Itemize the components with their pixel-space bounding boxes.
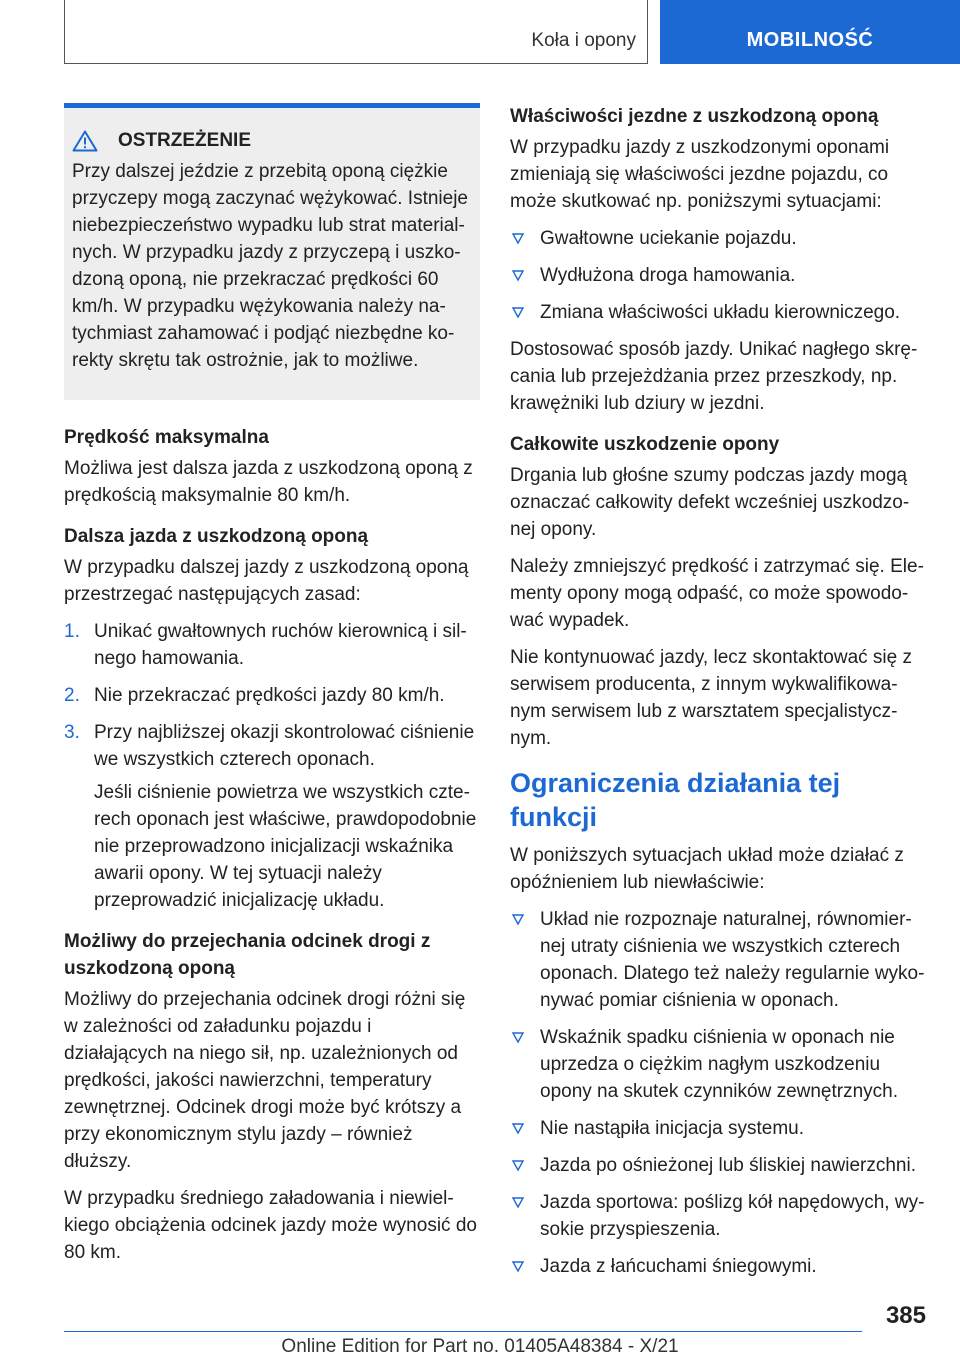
section-continue-driving <box>64 523 480 914</box>
section-text: W poniższych sytuacjach układ może działać z opóźnieniem lub niewłaściwie: <box>510 845 904 893</box>
list-item-text: Jazda sportowa: poślizg kół napędowych, wysokie przyspieszenia. <box>540 1192 925 1240</box>
list-number: 1. <box>64 621 80 642</box>
bullet-triangle-icon <box>512 1261 524 1273</box>
list-item <box>510 1115 926 1142</box>
section-title: Prędkość maksymalna <box>64 427 269 448</box>
warning-triangle-icon <box>72 130 98 152</box>
section-text: W przypadku dalszej jazdy z uszkodzoną oponą przestrzegać następujących zasad: <box>64 557 469 605</box>
right-column <box>510 103 926 1290</box>
section-text: Należy zmniejszyć prędkość i zatrzymać się. Elementy opony mogą odpaść, co może spowodować wypadek. <box>510 556 924 631</box>
list-item-text: Wskaźnik spadku ciśnienia w oponach nie uprzedza o ciężkim nagłym uszkodzeniu opony na skutek czynników zewnętrznych. <box>540 1027 899 1102</box>
section-tire-failure <box>510 431 926 752</box>
bullet-triangle-icon <box>512 1197 524 1209</box>
list-item <box>64 682 480 709</box>
list-item-text: Jazda po ośnieżonej lub śliskiej nawierzchni. <box>540 1155 916 1176</box>
list-item <box>64 618 480 672</box>
bullet-triangle-icon <box>512 270 524 282</box>
bullet-triangle-icon <box>512 1123 524 1135</box>
section-text: Możliwy do przejechania odcinek drogi różni się w zależności od załadunku pojazdu i działających na niego sił, np. uzależnionych od prędkości, jakości nawierzchni, temperatury zewnętrznej. Odcinek drogi może być krótszy a przy ekonomicznym stylu jazdy – również dłuższy. <box>64 989 466 1172</box>
bullet-triangle-icon <box>512 914 524 926</box>
list-item <box>510 1189 926 1243</box>
bullet-list <box>510 225 926 326</box>
warning-title: OSTRZEŻENIE <box>118 130 252 151</box>
section-handling <box>510 103 926 417</box>
section-text: W przypadku jazdy z uszkodzonymi oponami zmieniają się właściwości jezdne pojazdu, co może skutkować np. poniższymi sytuacjami: <box>510 137 890 212</box>
bullet-triangle-icon <box>512 1032 524 1044</box>
list-item-text: Nie nastąpiła inicjacja systemu. <box>540 1118 805 1139</box>
section-distance <box>64 928 480 1266</box>
list-item-text: Zmiana właściwości układu kierowniczego. <box>540 302 901 323</box>
section-title: Całkowite uszkodzenie opony <box>510 434 780 455</box>
numbered-list <box>64 618 480 914</box>
list-number: 3. <box>64 722 80 743</box>
list-item-text: Jazda z łańcuchami śniegowymi. <box>540 1256 817 1277</box>
bullet-triangle-icon <box>512 307 524 319</box>
list-number: 2. <box>64 685 80 706</box>
section-text: Dostosować sposób jazdy. Unikać nagłego skręcania lub przejeżdżania przez przeszkody, np. krawężniki lub dziury w jezdni. <box>510 339 918 414</box>
section-limits <box>510 766 926 1280</box>
bullet-triangle-icon <box>512 233 524 245</box>
section-text: Możliwa jest dalsza jazda z uszkodzoną oponą z prędkością maksymalnie 80 km/h. <box>64 458 473 506</box>
footer-edition: Online Edition for Part no. 01405A48384 - X/21 <box>281 1336 679 1357</box>
section-title: Właściwości jezdne z uszkodzoną oponą <box>510 106 879 127</box>
header-chapter-tab[interactable]: MOBILNOŚĆ <box>660 0 960 64</box>
bullet-triangle-icon <box>512 1160 524 1172</box>
list-item-text: Gwałtowne uciekanie pojazdu. <box>540 228 797 249</box>
warning-box <box>64 103 480 400</box>
list-item <box>510 1253 926 1280</box>
list-item-text: Układ nie rozpoznaje naturalnej, równomiernej utraty ciśnienia we wszystkich czterech oponach. Dlatego też należy regularnie wykonywać pomiar ciśnienia w oponach. <box>540 909 925 1011</box>
section-title: Dalsza jazda z uszkodzoną oponą <box>64 526 369 547</box>
section-text: W przypadku średniego załadowania i niewielkiego obciążenia odcinek jazdy może wynosić do 80 km. <box>64 1188 477 1263</box>
left-column <box>64 103 480 1280</box>
list-item-text: Wydłużona droga hamowania. <box>540 265 796 286</box>
section-max-speed <box>64 424 480 509</box>
list-item <box>510 906 926 1014</box>
list-item <box>510 1024 926 1105</box>
list-item-text: Przy najbliższej okazji skontrolować ciśnienie we wszystkich czterech oponach. <box>94 722 475 770</box>
list-item <box>510 225 926 252</box>
list-item <box>510 299 926 326</box>
section-title: Możliwy do przejechania odcinek drogi z uszkodzoną oponą <box>64 931 431 979</box>
list-item <box>510 1152 926 1179</box>
list-item <box>510 262 926 289</box>
section-text: Drgania lub głośne szumy podczas jazdy mogą oznaczać całkowity defekt wcześniej uszkodzonej opony. <box>510 465 910 540</box>
header-section-title: Koła i opony <box>531 30 636 51</box>
chapter-heading: Ograniczenia działania tej funkcji <box>510 768 841 832</box>
warning-text: Przy dalszej jeździe z przebitą oponą ciężkie przyczepy mogą zaczynać wężykować. Istnieje niebezpieczeństwo wypadku lub strat materialnych. W przypadku jazdy z przyczepą i uszkodzoną oponą, nie przekraczać prędkości 60 km/h. W przypadku wężykowania należy natychmiast zahamować i podjąć niezbędne korekty skrętu tak ostrożnie, jak to możliwe. <box>72 161 468 371</box>
footer-divider <box>64 1331 862 1332</box>
bullet-list <box>510 906 926 1280</box>
warning-heading <box>72 130 472 152</box>
page-number: 385 <box>885 1302 926 1329</box>
list-item-subtext: Jeśli ciśnienie powietrza we wszystkich czterech oponach jest właściwe, prawdopodobnie nie przeprowadzono inicjalizacji wskaźnika awarii opony. W tej sytuacji należy przeprowadzić inicjalizację układu. <box>94 782 477 911</box>
list-item <box>64 719 480 914</box>
section-text: Nie kontynuować jazdy, lecz skontaktować się z serwisem producenta, z innym wykwalifikowanym serwisem lub z warsztatem specjalistycznym. <box>510 647 912 749</box>
list-item-text: Unikać gwałtownych ruchów kierownicą i silnego hamowania. <box>94 621 467 669</box>
list-item-text: Nie przekraczać prędkości jazdy 80 km/h. <box>94 685 445 706</box>
